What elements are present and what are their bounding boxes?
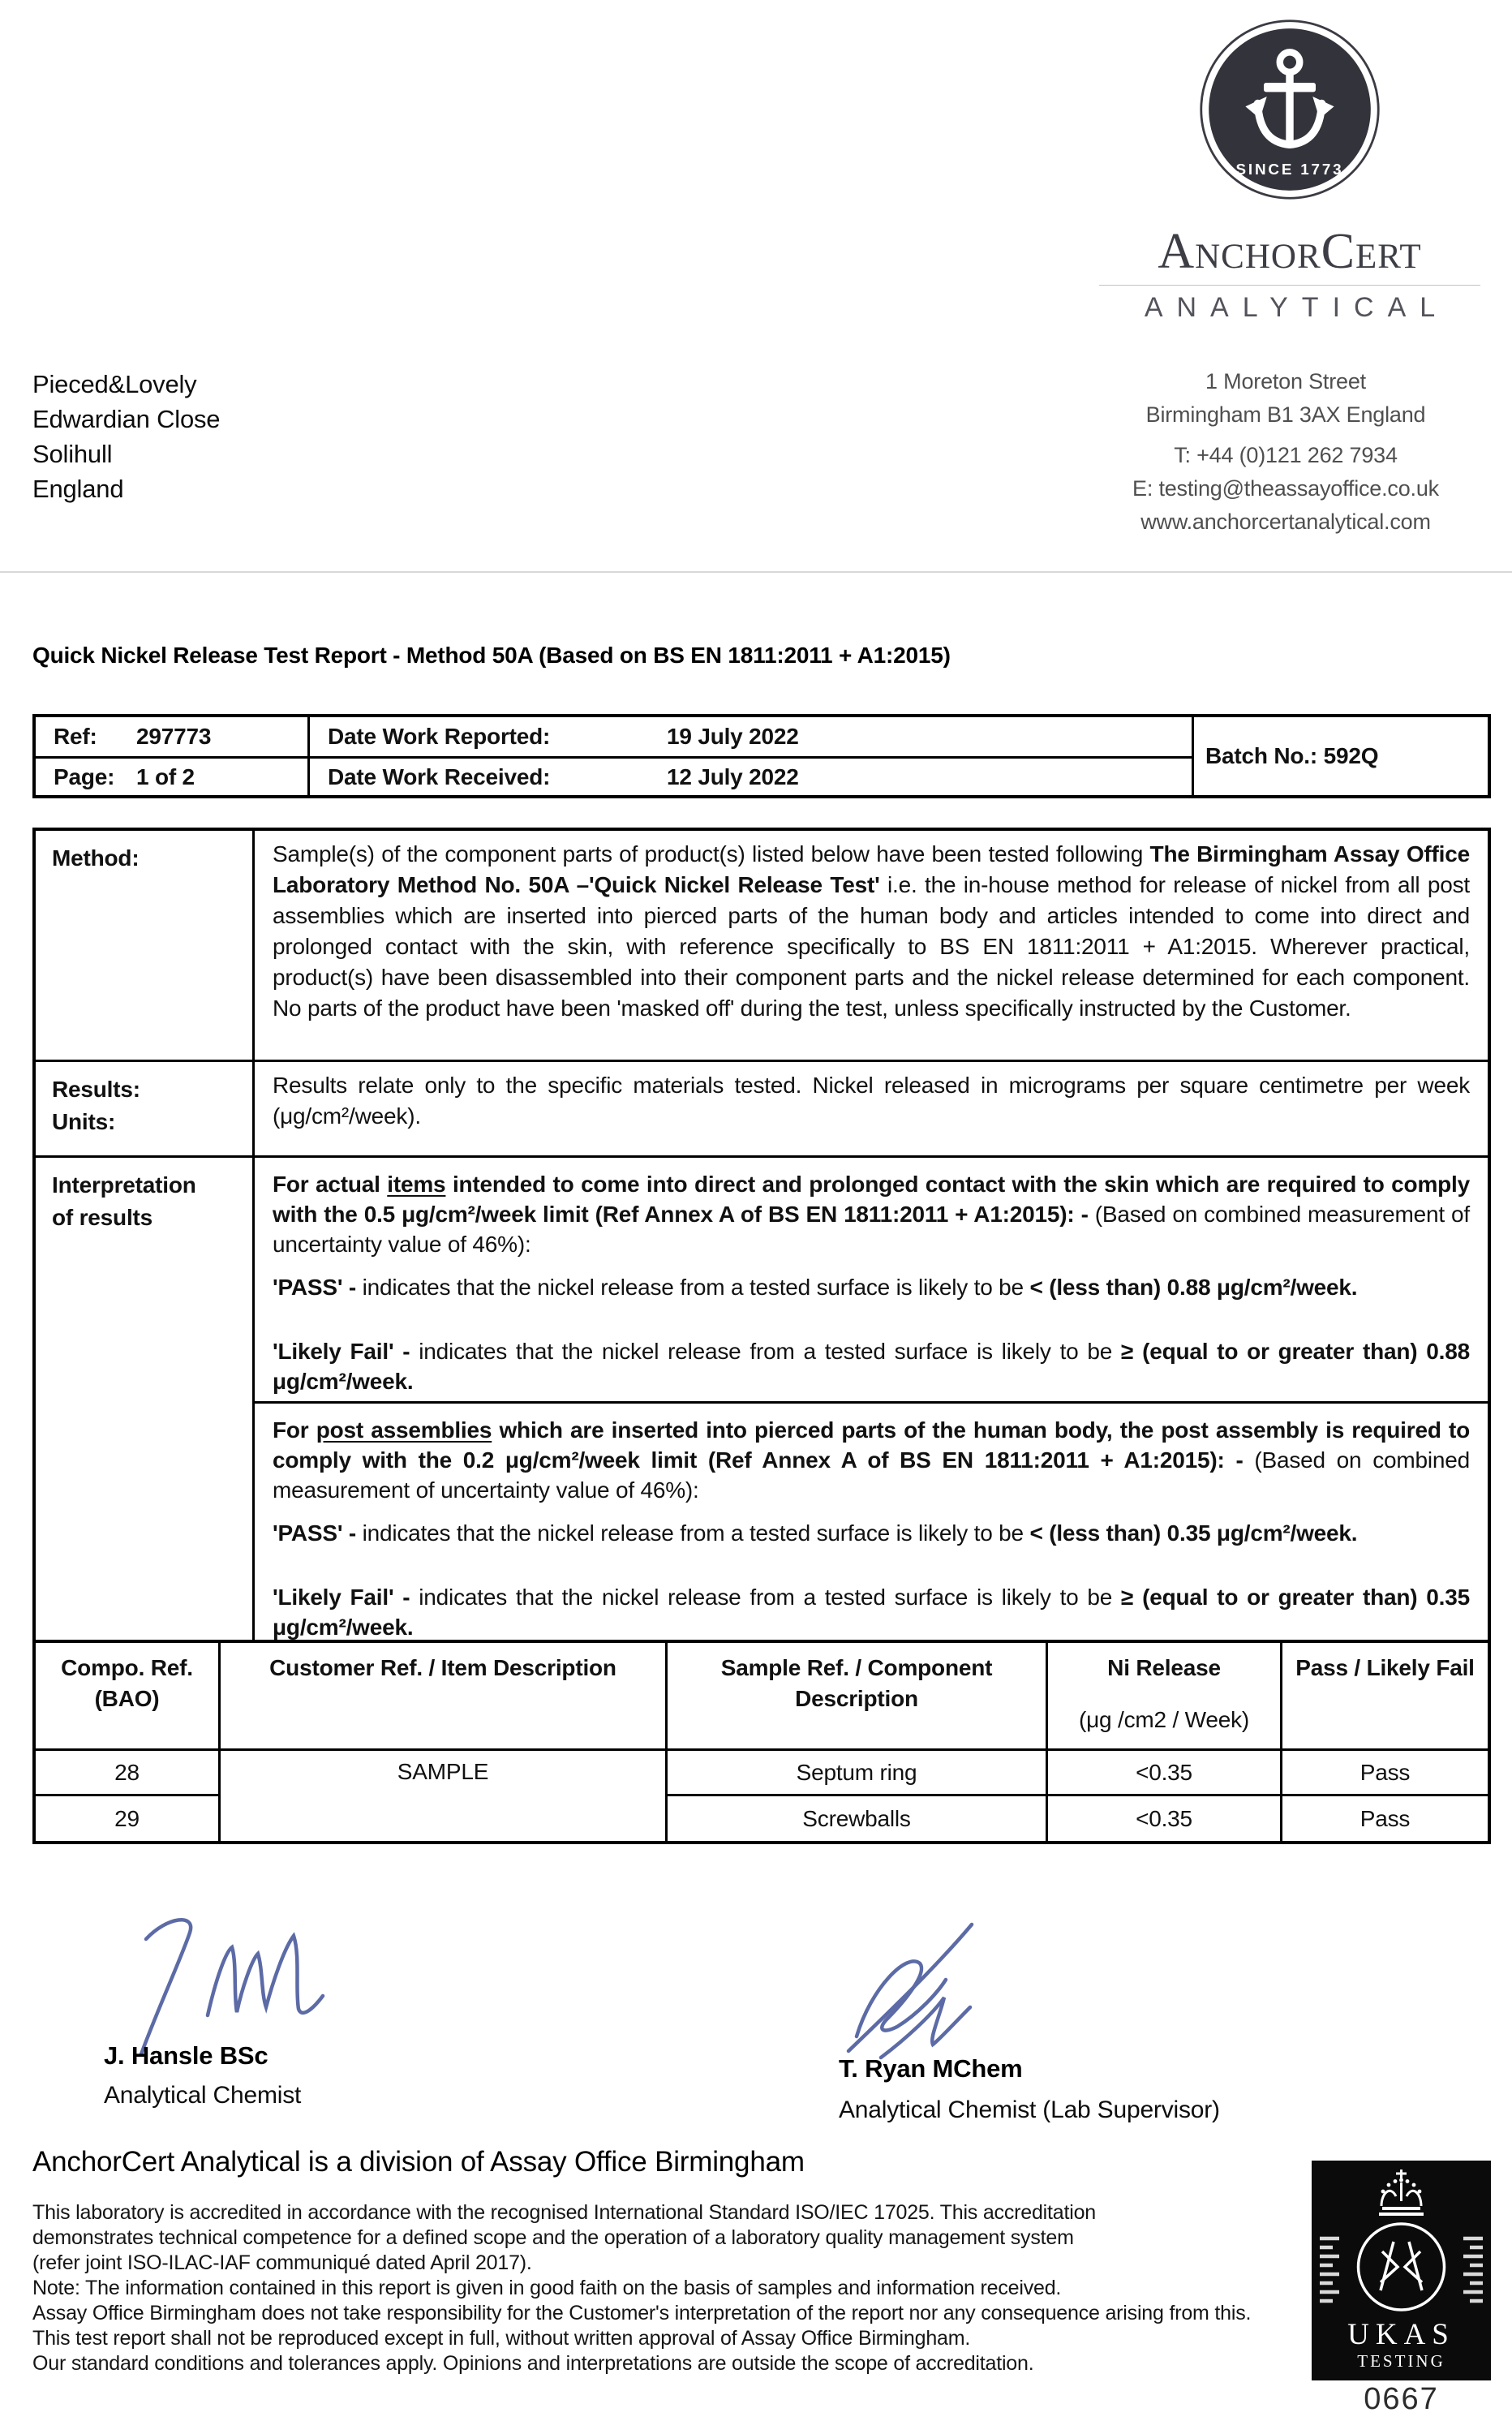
interpretation-content — [255, 1155, 1488, 1640]
row-29-component: Screwballs — [665, 1794, 1046, 1841]
anchor-icon — [1198, 18, 1381, 201]
ukas-type: TESTING — [1357, 2351, 1445, 2371]
posts-pass-definition: 'PASS' - indicates that the nickel release from a tested surface is likely to be < (less than) 0.35 μg/cm²/week. — [273, 1520, 1358, 1546]
method-table — [32, 828, 1491, 1640]
lab-phone: T: +44 (0)121 262 7934 — [1174, 443, 1398, 467]
row-28-component: Septum ring — [665, 1748, 1046, 1794]
lab-email: E: testing@theassayoffice.co.uk — [1132, 476, 1439, 501]
report-title: Quick Nickel Release Test Report - Method 50A (Based on BS EN 1811:2011 + A1:2015) — [32, 643, 951, 668]
header-verdict: Pass / Likely Fail — [1280, 1643, 1488, 1748]
batch-number: Batch No.: 592Q — [1192, 717, 1488, 795]
signatory-role-right: Analytical Chemist (Lab Supervisor) — [839, 2096, 1220, 2123]
header-compo-ref-line: (BAO) — [94, 1686, 160, 1711]
header-ni-release-line: Ni Release — [1107, 1655, 1221, 1680]
interpretation-label-line: Interpretation — [52, 1172, 196, 1198]
customer-address-line: England — [32, 475, 124, 503]
row-customer-ref: SAMPLE — [218, 1748, 665, 1841]
footer-line: (refer joint ISO-ILAC-IAF communiqué dated April 2017). — [32, 2251, 532, 2274]
footer-line: Note: The information contained in this report is given in good faith on the basis of samples and information received. — [32, 2277, 1062, 2299]
row-29-compo-ref: 29 — [36, 1794, 218, 1841]
page-label: Page: — [54, 763, 115, 789]
posts-limit-paragraph: For post assemblies which are inserted into pierced parts of the human body, the post assembly is required to comply with the 0.2 μg/cm²/week limit (Ref Annex A of BS EN 1811:2011 + A1:2015): - (Based on combined measurement of uncertainty value of 46%): — [273, 1417, 1470, 1503]
method-label: Method: — [36, 831, 255, 1060]
header-sample-ref-line: Description — [795, 1686, 918, 1711]
method-text: Sample(s) of the component parts of product(s) listed below have been tested following The Birmingham Assay Office Laboratory Method No. 50A –'Quick Nickel Release Test' i.e. the in-house method for release of nickel from all post assemblies which are inserted into pierced parts of the human body and articles intended to come into direct and prolonged contact with the skin, with reference specifically to BS EN 1811:2011 + A1:2015. Wherever practical, product(s) have been disassembled into their component parts and the nickel release determined for each component. No parts of the product have been 'masked off' during the test, unless specifically instructed by the Customer. — [273, 841, 1470, 1021]
date-received-label: Date Work Received: — [328, 763, 551, 789]
brand-wordmark: AnchorCert — [1158, 224, 1422, 279]
lab-contact-block — [1079, 365, 1493, 539]
results-table — [32, 1640, 1491, 1844]
row-28-compo-ref: 28 — [36, 1748, 218, 1794]
customer-address-line: Edwardian Close — [32, 405, 221, 433]
ref-label: Ref: — [54, 724, 97, 749]
row-28-verdict: Pass — [1280, 1748, 1488, 1794]
items-limit-paragraph: For actual items intended to come into direct and prolonged contact with the skin which are required to comply with the 0.5 μg/cm²/week limit (Ref Annex A of BS EN 1811:2011 + A1:2015): - (Based on combined measurement of uncertainty value of 46%): — [273, 1172, 1470, 1257]
brand-divider — [1099, 285, 1480, 286]
page-cell — [36, 756, 307, 795]
anchorcert-logo — [1087, 18, 1493, 324]
footer-line: Assay Office Birmingham does not take responsibility for the Customer's interpretation of the report nor any consequence arising from this. — [32, 2302, 1252, 2324]
logo-since-text: SINCE 1773 — [1235, 161, 1344, 178]
results-units-label — [36, 1060, 255, 1155]
items-pass-definition: 'PASS' - indicates that the nickel release from a tested surface is likely to be < (less than) 0.88 μg/cm²/week. — [273, 1275, 1358, 1300]
header-sample-ref — [665, 1643, 1046, 1748]
results-label: Results: — [52, 1077, 140, 1102]
header-compo-ref-line: Compo. Ref. — [61, 1655, 193, 1680]
ref-value: 297773 — [136, 724, 212, 749]
header-compo-ref — [36, 1643, 218, 1748]
row-29-verdict: Pass — [1280, 1794, 1488, 1841]
interpretation-label — [36, 1155, 255, 1640]
date-received-cell — [307, 756, 1192, 795]
customer-address-line: Solihull — [32, 440, 113, 468]
customer-address — [32, 367, 220, 506]
signatory-name-left: J. Hansle BSc — [104, 2041, 268, 2070]
interpretation-label-line: of results — [52, 1205, 153, 1230]
row-28-ni-release: <0.35 — [1046, 1748, 1280, 1794]
footer-heading: AnchorCert Analytical is a division of Assay Office Birmingham — [32, 2146, 805, 2178]
signature-image-right — [827, 1890, 1087, 2077]
header-customer-ref: Customer Ref. / Item Description — [218, 1643, 665, 1748]
posts-fail-definition: 'Likely Fail' - indicates that the nickel release from a tested surface is likely to be ≥ (equal to or greater than) 0.35 μg/cm²/week. — [273, 1585, 1470, 1640]
signatory-name-right: T. Ryan MChem — [839, 2054, 1023, 2083]
footer-line: Our standard conditions and tolerances apply. Opinions and interpretations are outside the scope of accreditation. — [32, 2352, 1034, 2375]
date-reported-cell — [307, 717, 1192, 756]
footer-line: This laboratory is accredited in accordance with the recognised International Standard ISO/IEC 17025. This accreditation — [32, 2201, 1096, 2224]
date-reported-value: 19 July 2022 — [667, 724, 799, 749]
header-sample-ref-line: Sample Ref. / Component — [720, 1655, 993, 1680]
brand-subtitle: ANALYTICAL — [1144, 292, 1450, 323]
ukas-accreditation-mark — [1312, 2161, 1491, 2380]
items-fail-definition: 'Likely Fail' - indicates that the nickel release from a tested surface is likely to be ≥ (equal to or greater than) 0.88 μg/cm²/week. — [273, 1339, 1470, 1394]
signatory-role-left: Analytical Chemist — [104, 2082, 302, 2109]
units-label: Units: — [52, 1109, 116, 1134]
page-value: 1 of 2 — [136, 763, 195, 789]
header-ni-release — [1046, 1643, 1280, 1748]
footer-line: This test report shall not be reproduced except in full, without written approval of Assay Office Birmingham. — [32, 2327, 971, 2350]
interpretation-block-items — [255, 1158, 1488, 1404]
date-received-value: 12 July 2022 — [667, 763, 799, 789]
interpretation-block-posts — [255, 1404, 1488, 1642]
footer-line: demonstrates technical competence for a defined scope and the operation of a laboratory quality management system — [32, 2226, 1074, 2249]
customer-name: Pieced&Lovely — [32, 370, 197, 398]
row-29-ni-release: <0.35 — [1046, 1794, 1280, 1841]
lab-website: www.anchorcertanalytical.com — [1140, 510, 1431, 534]
results-units-text: Results relate only to the specific materials tested. Nickel released in micrograms per square centimetre per week (μg/cm²/week). — [255, 1060, 1488, 1155]
ukas-number: 0667 — [1364, 2382, 1439, 2416]
ukas-name: UKAS — [1347, 2318, 1455, 2351]
footer-disclaimer — [32, 2200, 1298, 2376]
lab-address-line: 1 Moreton Street — [1205, 369, 1366, 393]
lab-address-line: Birmingham B1 3AX England — [1145, 402, 1426, 427]
header-divider — [0, 571, 1512, 573]
reference-table — [32, 714, 1491, 798]
date-reported-label: Date Work Reported: — [328, 724, 551, 749]
header-ni-release-units: (μg /cm2 / Week) — [1078, 1707, 1249, 1732]
ref-cell — [36, 717, 307, 756]
